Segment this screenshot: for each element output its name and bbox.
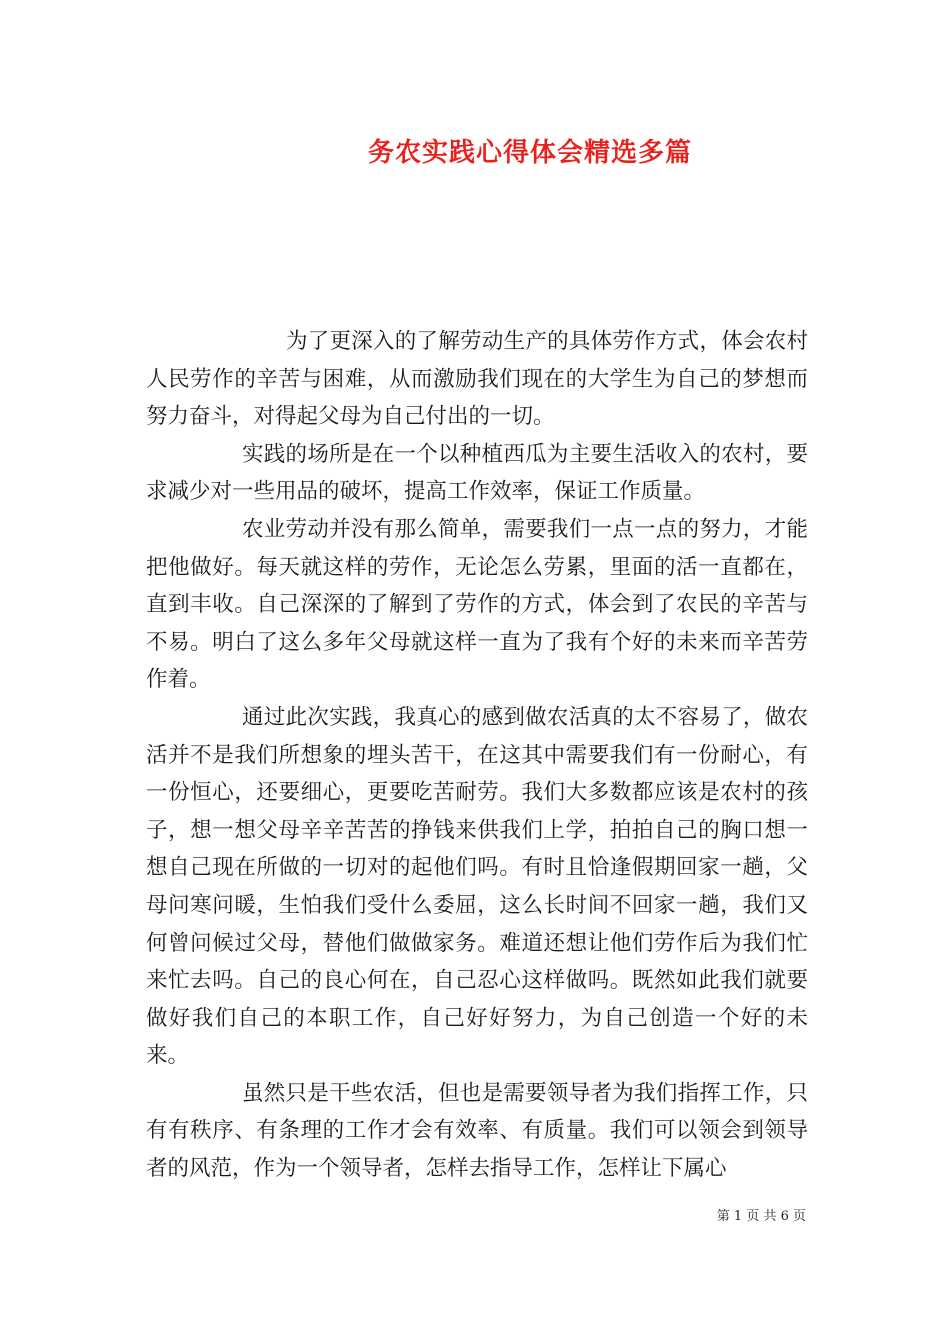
paragraph-3: 农业劳动并没有那么简单，需要我们一点一点的努力，才能把他做好。每天就这样的劳作，无论怎么劳累，里面的活一直都在，直到丰收。自己深深的了解到了劳作的方式，体会到了农民的辛苦与不易。明白了这么多年父母就这样一直为了我有个好的未来而辛苦劳作着。 — [146, 516, 808, 693]
paragraph-5: 虽然只是干些农活，但也是需要领导者为我们指挥工作，只有有秩序、有条理的工作才会有效率、有质量。我们可以领会到领导者的风范，作为一个领导者，怎样去指导工作，怎样让下属心 — [146, 1080, 808, 1182]
paragraph-1: 为了更深入的了解劳动生产的具体劳作方式，体会农村人民劳作的辛苦与困难，从而激励我们现在的大学生为自己的梦想而努力奋斗，对得起父母为自己付出的一切。 — [146, 329, 808, 430]
document-title: 务农实践心得体会精选多篇 — [367, 138, 692, 168]
page-number-footer: 第 1 页 共 6 页 — [716, 1209, 806, 1224]
paragraph-4: 通过此次实践，我真心的感到做农活真的太不容易了，做农活并不是我们所想象的埋头苦干，在这其中需要我们有一份耐心，有一份恒心，还要细心，更要吃苦耐劳。我们大多数都应该是农村的孩子，想一想父母辛辛苦苦的挣钱来供我们上学，拍拍自己的胸口想一想自己现在所做的一切对的起他们吗。有时且恰逢假期回家一趟，父母问寒问暖，生怕我们受什么委屈，这么长时间不回家一趟，我们又何曾问候过父母，替他们做做家务。难道还想让他们劳作后为我们忙来忙去吗。自己的良心何在，自己忍心这样做吗。既然如此我们就要做好我们自己的本职工作，自己好好努力，为自己创造一个好的未来。 — [146, 704, 808, 1069]
document-body — [146, 323, 808, 1188]
paragraph-2: 实践的场所是在一个以种植西瓜为主要生活收入的农村，要求减少对一些用品的破坏，提高工作效率，保证工作质量。 — [146, 441, 808, 505]
